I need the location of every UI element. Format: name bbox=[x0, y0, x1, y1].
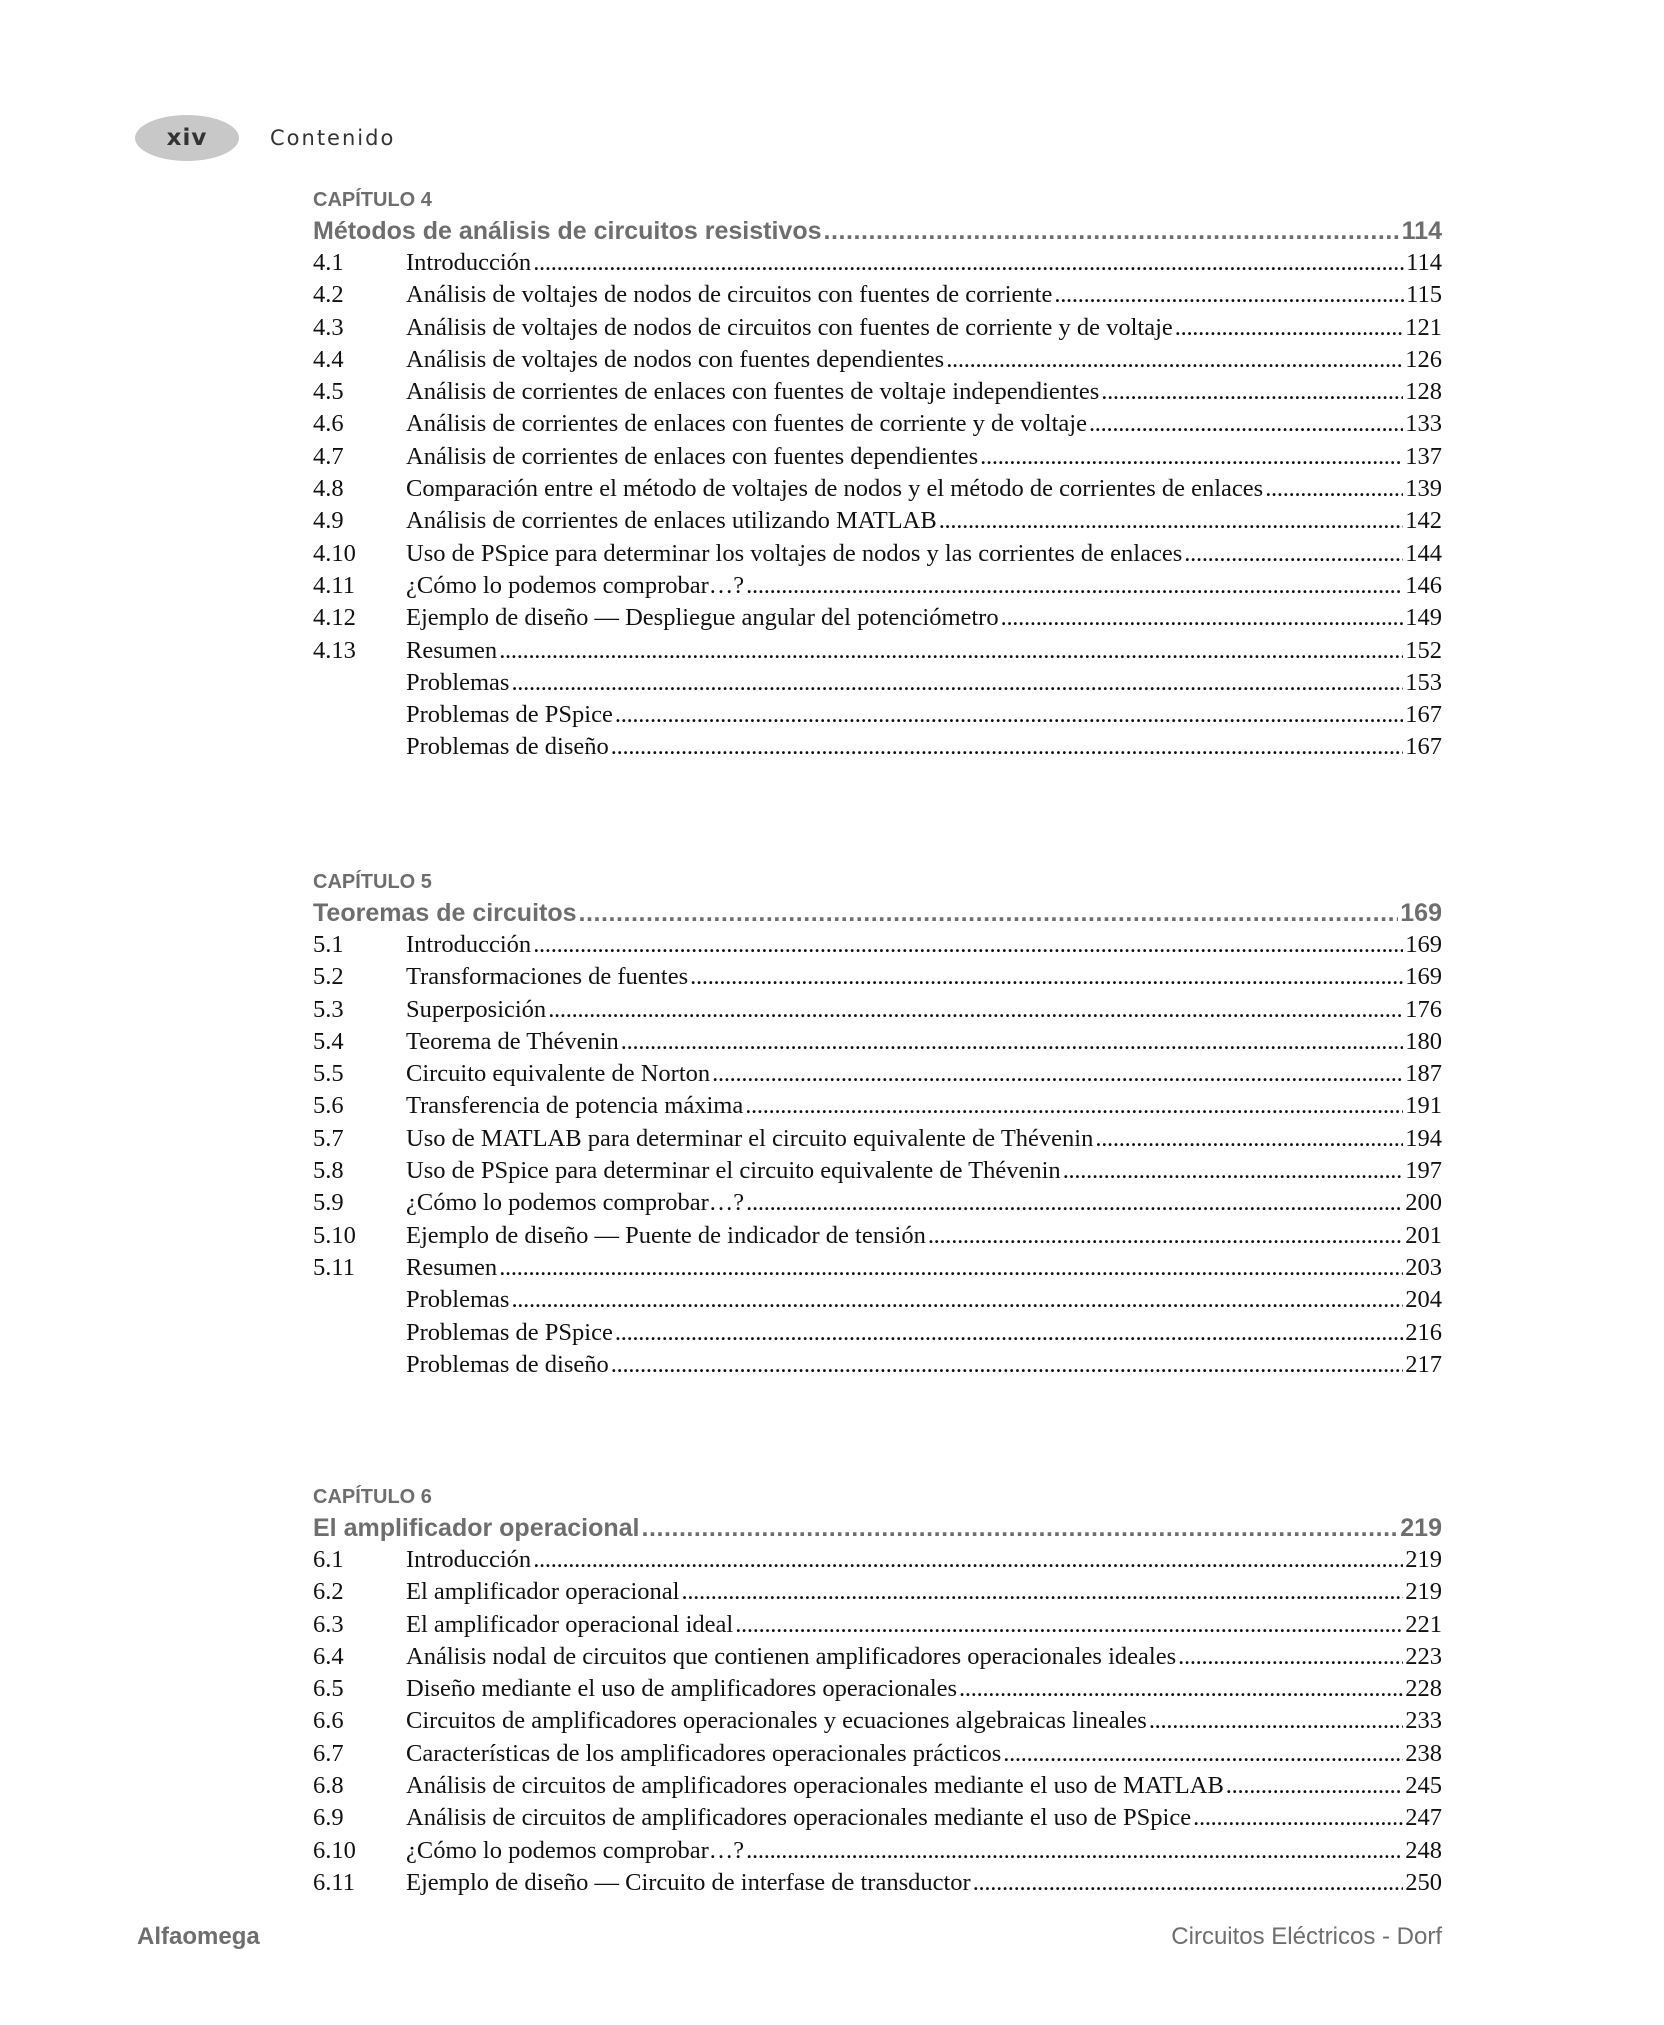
section-title: Análisis de corrientes de enlaces con fuentes dependientes bbox=[406, 442, 979, 470]
toc-entry[interactable] bbox=[313, 1705, 1442, 1737]
chapter-title-row[interactable] bbox=[313, 1512, 1442, 1544]
dot-leader bbox=[1265, 473, 1403, 505]
dot-leader bbox=[1063, 1155, 1404, 1187]
section-page-number: 217 bbox=[1405, 1350, 1442, 1378]
section-title: Problemas de diseño bbox=[406, 1350, 609, 1378]
section-title: Resumen bbox=[406, 636, 498, 664]
section-number: 6.5 bbox=[313, 1675, 344, 1703]
toc-entry[interactable] bbox=[313, 247, 1442, 279]
section-page-number: 115 bbox=[1406, 281, 1442, 309]
section-number: 5.5 bbox=[313, 1060, 344, 1088]
section-page-number: 187 bbox=[1405, 1060, 1442, 1088]
section-number: 5.7 bbox=[313, 1124, 344, 1152]
toc-entry[interactable] bbox=[313, 699, 1442, 731]
section-page-number: 223 bbox=[1405, 1642, 1442, 1670]
chapter-page-number: 114 bbox=[1401, 217, 1442, 245]
toc-entry[interactable] bbox=[313, 473, 1442, 505]
section-title: El amplificador operacional ideal bbox=[406, 1610, 734, 1638]
toc-entry[interactable] bbox=[313, 441, 1442, 473]
dot-leader bbox=[615, 699, 1403, 731]
dot-leader bbox=[511, 1284, 1403, 1316]
section-page-number: 180 bbox=[1405, 1027, 1442, 1055]
section-title: Ejemplo de diseño — Puente de indicador de tensión bbox=[406, 1221, 926, 1249]
section-title: Problemas de diseño bbox=[406, 733, 609, 761]
section-page-number: 221 bbox=[1405, 1610, 1442, 1638]
section-title: Superposición bbox=[406, 995, 547, 1023]
dot-leader bbox=[824, 215, 1400, 247]
chapter-title-row[interactable] bbox=[313, 215, 1442, 247]
section-page-number: 247 bbox=[1405, 1804, 1442, 1832]
toc-entry[interactable] bbox=[313, 667, 1442, 699]
section-number: 4.8 bbox=[313, 475, 344, 503]
toc-entry[interactable] bbox=[313, 1349, 1442, 1381]
toc-entry[interactable] bbox=[313, 1155, 1442, 1187]
section-page-number: 137 bbox=[1405, 442, 1442, 470]
section-title: ¿Cómo lo podemos comprobar…? bbox=[406, 1836, 745, 1864]
toc-entry[interactable] bbox=[313, 408, 1442, 440]
dot-leader bbox=[533, 929, 1403, 961]
section-number: 6.1 bbox=[313, 1546, 344, 1573]
section-page-number: 169 bbox=[1405, 931, 1442, 958]
page-header bbox=[135, 115, 395, 161]
section-title: Transferencia de potencia máxima bbox=[406, 1092, 744, 1120]
section-title: Ejemplo de diseño — Circuito de interfase de transductor bbox=[406, 1868, 971, 1896]
section-title: Análisis de voltajes de nodos con fuentes dependientes bbox=[406, 345, 945, 373]
section-page-number: 146 bbox=[1405, 571, 1442, 599]
toc-entry[interactable] bbox=[313, 635, 1442, 667]
section-page-number: 219 bbox=[1405, 1578, 1442, 1606]
chapter-4-section bbox=[313, 185, 1442, 764]
section-page-number: 238 bbox=[1405, 1739, 1442, 1767]
dot-leader bbox=[681, 1576, 1403, 1608]
section-title: El amplificador operacional bbox=[406, 1578, 680, 1606]
dot-leader bbox=[1226, 1770, 1403, 1802]
section-number: 4.9 bbox=[313, 507, 344, 535]
toc-entry[interactable] bbox=[313, 1738, 1442, 1770]
section-page-number: 250 bbox=[1405, 1868, 1442, 1896]
section-number: 4.1 bbox=[313, 249, 344, 276]
dot-leader bbox=[946, 344, 1403, 376]
footer-book-title: Circuitos Eléctricos - Dorf bbox=[1171, 1923, 1442, 1950]
toc-entry[interactable] bbox=[313, 602, 1442, 634]
section-number: 4.12 bbox=[313, 604, 356, 632]
toc-entry[interactable] bbox=[313, 1026, 1442, 1058]
dot-leader bbox=[499, 635, 1403, 667]
toc-entry[interactable] bbox=[313, 505, 1442, 537]
section-number: 6.6 bbox=[313, 1707, 344, 1735]
dot-leader bbox=[641, 1512, 1398, 1544]
dot-leader bbox=[712, 1058, 1403, 1090]
section-page-number: 167 bbox=[1405, 701, 1442, 729]
section-number: 4.11 bbox=[313, 571, 355, 599]
dot-leader bbox=[511, 667, 1403, 699]
toc-entry[interactable] bbox=[313, 1220, 1442, 1252]
dot-leader bbox=[746, 1835, 1403, 1867]
section-title: Uso de PSpice para determinar los voltajes de nodos y las corrientes de enlaces bbox=[406, 539, 1183, 567]
toc-entry[interactable] bbox=[313, 279, 1442, 311]
section-page-number: 149 bbox=[1405, 604, 1442, 632]
section-number: 6.4 bbox=[313, 1642, 344, 1670]
section-page-number: 142 bbox=[1405, 507, 1442, 535]
dot-leader bbox=[928, 1220, 1403, 1252]
section-number: 6.8 bbox=[313, 1772, 344, 1800]
section-page-number: 169 bbox=[1405, 963, 1442, 991]
section-number: 4.10 bbox=[313, 539, 356, 567]
section-number: 6.2 bbox=[313, 1578, 344, 1606]
section-page-number: 144 bbox=[1405, 539, 1442, 567]
section-title: Análisis de corrientes de enlaces utilizando MATLAB bbox=[406, 507, 937, 535]
section-page-number: 121 bbox=[1405, 313, 1442, 341]
section-title: Teorema de Thévenin bbox=[406, 1027, 619, 1055]
section-title: Introducción bbox=[406, 1546, 532, 1573]
page-number-badge: xiv bbox=[135, 115, 239, 161]
section-number: 5.6 bbox=[313, 1092, 344, 1120]
section-page-number: 201 bbox=[1405, 1221, 1442, 1249]
section-number: 4.3 bbox=[313, 313, 344, 341]
section-number: 4.7 bbox=[313, 442, 344, 470]
toc-entry[interactable] bbox=[313, 1544, 1442, 1576]
section-number: 4.4 bbox=[313, 345, 344, 373]
section-page-number: 153 bbox=[1405, 668, 1442, 696]
toc-entry[interactable] bbox=[313, 376, 1442, 408]
dot-leader bbox=[745, 1090, 1403, 1122]
section-page-number: 128 bbox=[1405, 378, 1442, 406]
section-title: Comparación entre el método de voltajes de nodos y el método de corrientes de enlaces bbox=[406, 475, 1264, 503]
section-number: 6.10 bbox=[313, 1836, 356, 1864]
section-number: 5.3 bbox=[313, 995, 344, 1023]
section-title: Características de los amplificadores operacionales prácticos bbox=[406, 1739, 1002, 1767]
section-title: Análisis de corrientes de enlaces con fuentes de corriente y de voltaje bbox=[406, 410, 1087, 438]
dot-leader bbox=[1101, 376, 1403, 408]
section-number: 6.3 bbox=[313, 1610, 344, 1638]
chapter-label: CAPÍTULO 5 bbox=[313, 871, 432, 893]
toc-entry[interactable] bbox=[313, 1058, 1442, 1090]
section-number: 5.10 bbox=[313, 1221, 356, 1249]
dot-leader bbox=[611, 1349, 1403, 1381]
dot-leader bbox=[1089, 408, 1403, 440]
toc-entry[interactable] bbox=[313, 1641, 1442, 1673]
chapter-page-number: 169 bbox=[1400, 899, 1442, 927]
section-page-number: 114 bbox=[1406, 249, 1442, 276]
section-page-number: 197 bbox=[1405, 1157, 1442, 1185]
dot-leader bbox=[499, 1252, 1403, 1284]
dot-leader bbox=[1184, 538, 1403, 570]
dot-leader bbox=[735, 1609, 1403, 1641]
toc-entry[interactable] bbox=[313, 1609, 1442, 1641]
dot-leader bbox=[548, 994, 1403, 1026]
section-title: Uso de PSpice para determinar el circuito equivalente de Thévenin bbox=[406, 1157, 1061, 1185]
section-title: Problemas bbox=[406, 668, 510, 696]
chapter-title-row[interactable] bbox=[313, 897, 1442, 929]
section-page-number: 194 bbox=[1405, 1124, 1442, 1152]
dot-leader bbox=[973, 1867, 1404, 1899]
section-number: 4.6 bbox=[313, 410, 344, 438]
toc-entry[interactable] bbox=[313, 344, 1442, 376]
toc-entry[interactable] bbox=[313, 1252, 1442, 1284]
dot-leader bbox=[1054, 279, 1404, 311]
dot-leader bbox=[959, 1673, 1403, 1705]
toc-entry[interactable] bbox=[313, 1187, 1442, 1219]
dot-leader bbox=[1001, 602, 1404, 634]
section-page-number: 191 bbox=[1405, 1092, 1442, 1120]
footer-publisher: Alfaomega bbox=[137, 1923, 260, 1950]
toc-entry[interactable] bbox=[313, 1835, 1442, 1867]
dot-leader bbox=[690, 961, 1403, 993]
toc-entry[interactable] bbox=[313, 1802, 1442, 1834]
section-title: Problemas bbox=[406, 1286, 510, 1314]
toc-entry[interactable] bbox=[313, 1867, 1442, 1899]
section-title: Análisis de circuitos de amplificadores operacionales mediante el uso de MATLAB bbox=[406, 1772, 1224, 1800]
section-number: 6.7 bbox=[313, 1739, 344, 1767]
section-page-number: 245 bbox=[1405, 1772, 1442, 1800]
section-title: Circuito equivalente de Norton bbox=[406, 1060, 711, 1088]
dot-leader bbox=[980, 441, 1403, 473]
section-title: Introducción bbox=[406, 931, 532, 958]
chapter-label: CAPÍTULO 4 bbox=[313, 189, 432, 211]
section-number: 5.4 bbox=[313, 1027, 344, 1055]
section-title: Introducción bbox=[406, 249, 532, 276]
toc-entry[interactable] bbox=[313, 1123, 1442, 1155]
section-title: Diseño mediante el uso de amplificadores operacionales bbox=[406, 1675, 958, 1703]
toc-entry[interactable] bbox=[313, 961, 1442, 993]
section-title: Circuitos de amplificadores operacionales y ecuaciones algebraicas lineales bbox=[406, 1707, 1147, 1735]
toc-entry[interactable] bbox=[313, 538, 1442, 570]
section-page-number: 219 bbox=[1405, 1546, 1442, 1573]
section-page-number: 204 bbox=[1405, 1286, 1442, 1314]
section-title: Problemas de PSpice bbox=[406, 1318, 613, 1346]
section-page-number: 203 bbox=[1405, 1253, 1442, 1281]
dot-leader bbox=[1175, 312, 1404, 344]
dot-leader bbox=[533, 1544, 1403, 1576]
chapter-title: Teoremas de circuitos bbox=[313, 899, 577, 927]
section-page-number: 139 bbox=[1405, 475, 1442, 503]
toc-entry[interactable] bbox=[313, 994, 1442, 1026]
section-number: 4.2 bbox=[313, 281, 344, 309]
section-title: Análisis de corrientes de enlaces con fuentes de voltaje independientes bbox=[406, 378, 1100, 406]
section-title: Análisis de circuitos de amplificadores operacionales mediante el uso de PSpice bbox=[406, 1804, 1192, 1832]
chapter-title: Métodos de análisis de circuitos resistivos bbox=[313, 217, 822, 245]
dot-leader bbox=[1095, 1123, 1403, 1155]
toc-entry[interactable] bbox=[313, 312, 1442, 344]
section-page-number: 228 bbox=[1405, 1675, 1442, 1703]
section-page-number: 167 bbox=[1405, 733, 1442, 761]
dot-leader bbox=[1003, 1738, 1403, 1770]
chapter-label: CAPÍTULO 6 bbox=[313, 1486, 432, 1508]
dot-leader bbox=[611, 731, 1403, 763]
section-number: 4.5 bbox=[313, 378, 344, 406]
chapter-6-section bbox=[313, 1482, 1442, 1899]
section-page-number: 248 bbox=[1405, 1836, 1442, 1864]
section-title: Ejemplo de diseño — Despliegue angular del potenciómetro bbox=[406, 604, 999, 632]
dot-leader bbox=[746, 1187, 1403, 1219]
dot-leader bbox=[533, 247, 1404, 279]
toc-entry[interactable] bbox=[313, 929, 1442, 961]
dot-leader bbox=[1149, 1705, 1403, 1737]
section-number: 6.9 bbox=[313, 1804, 344, 1832]
section-page-number: 216 bbox=[1405, 1318, 1442, 1346]
dot-leader bbox=[939, 505, 1404, 537]
section-page-number: 133 bbox=[1405, 410, 1442, 438]
section-page-number: 176 bbox=[1405, 995, 1442, 1023]
chapter-title: El amplificador operacional bbox=[313, 1514, 640, 1542]
section-title: Transformaciones de fuentes bbox=[406, 963, 689, 991]
section-title: Análisis de voltajes de nodos de circuitos con fuentes de corriente y de voltaje bbox=[406, 313, 1173, 341]
section-number: 5.2 bbox=[313, 963, 344, 991]
toc-entry[interactable] bbox=[313, 731, 1442, 763]
section-number: 4.13 bbox=[313, 636, 356, 664]
dot-leader bbox=[1193, 1802, 1403, 1834]
section-title: Análisis de voltajes de nodos de circuitos con fuentes de corriente bbox=[406, 281, 1053, 309]
toc-entry[interactable] bbox=[313, 1576, 1442, 1608]
section-title: Uso de MATLAB para determinar el circuito equivalente de Thévenin bbox=[406, 1124, 1094, 1152]
toc-entry[interactable] bbox=[313, 1317, 1442, 1349]
toc-entry[interactable] bbox=[313, 1284, 1442, 1316]
section-page-number: 126 bbox=[1405, 345, 1442, 373]
section-title: Resumen bbox=[406, 1253, 498, 1281]
dot-leader bbox=[621, 1026, 1403, 1058]
chapter-page-number: 219 bbox=[1400, 1514, 1442, 1542]
running-title: Contenido bbox=[270, 126, 396, 150]
dot-leader bbox=[615, 1317, 1403, 1349]
dot-leader bbox=[1178, 1641, 1403, 1673]
section-page-number: 200 bbox=[1405, 1189, 1442, 1217]
toc-entry[interactable] bbox=[313, 1770, 1442, 1802]
chapter-5-section bbox=[313, 867, 1442, 1381]
section-number: 5.9 bbox=[313, 1189, 344, 1217]
section-page-number: 152 bbox=[1405, 636, 1442, 664]
dot-leader bbox=[579, 897, 1399, 929]
section-number: 5.8 bbox=[313, 1157, 344, 1185]
section-title: ¿Cómo lo podemos comprobar…? bbox=[406, 571, 745, 599]
toc-entry[interactable] bbox=[313, 1090, 1442, 1122]
section-title: Problemas de PSpice bbox=[406, 701, 613, 729]
section-number: 5.11 bbox=[313, 1253, 355, 1281]
dot-leader bbox=[746, 570, 1403, 602]
section-title: ¿Cómo lo podemos comprobar…? bbox=[406, 1189, 745, 1217]
section-number: 6.11 bbox=[313, 1868, 355, 1896]
section-number: 5.1 bbox=[313, 931, 344, 958]
section-page-number: 233 bbox=[1405, 1707, 1442, 1735]
section-title: Análisis nodal de circuitos que contienen amplificadores operacionales ideales bbox=[406, 1642, 1177, 1670]
toc-entry[interactable] bbox=[313, 1673, 1442, 1705]
toc-entry[interactable] bbox=[313, 570, 1442, 602]
